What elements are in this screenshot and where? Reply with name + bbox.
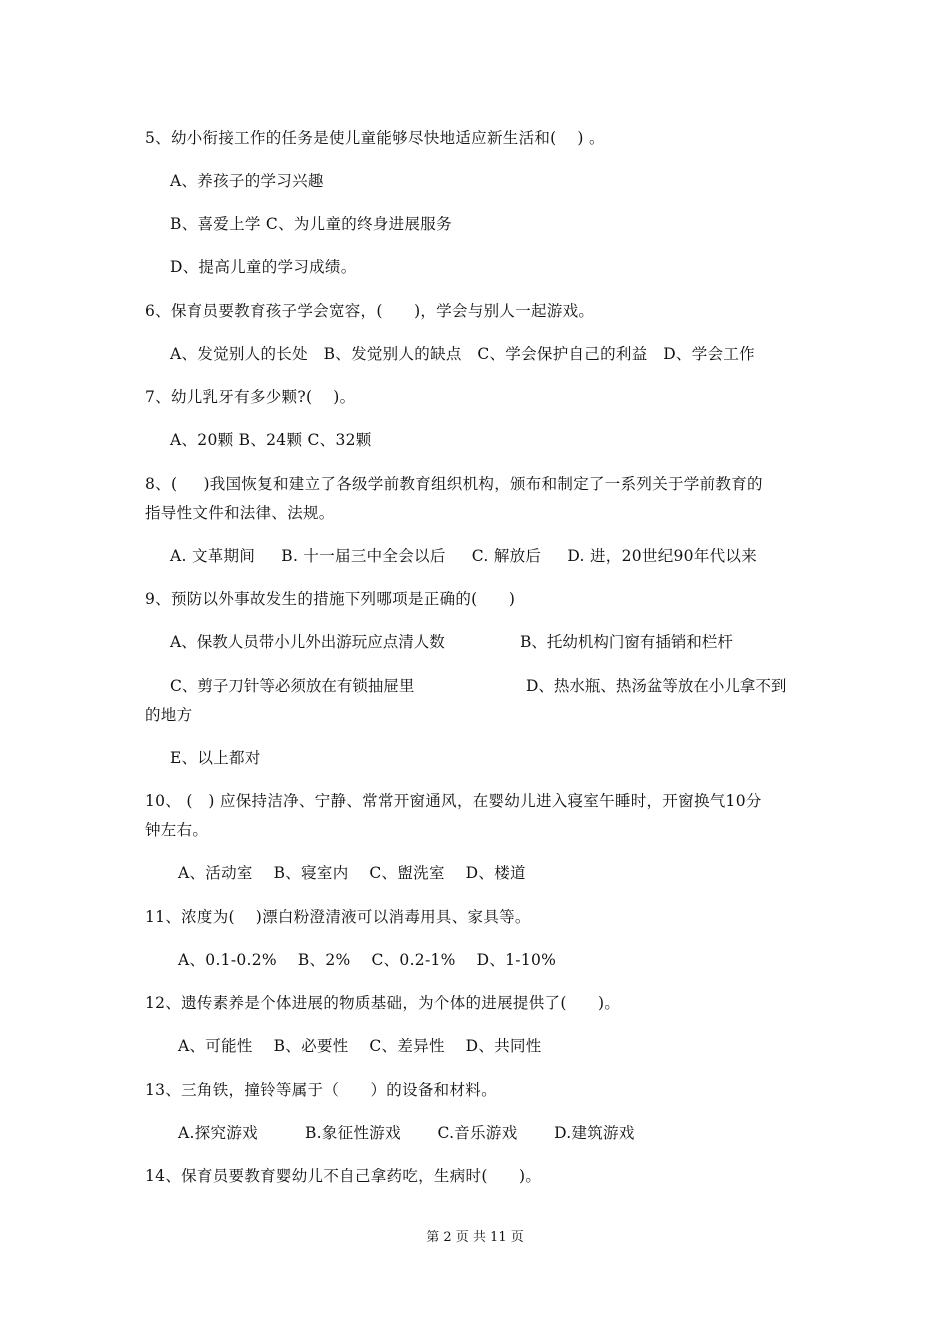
question-11-stem: 11、浓度为( )漂白粉澄清液可以消毒用具、家具等。	[145, 908, 531, 926]
question-14-stem: 14、保育员要教育婴幼儿不自己拿药吃，生病时( )。	[145, 1167, 542, 1185]
question-9-option-c: C、剪子刀针等必须放在有锁抽屉里	[170, 677, 415, 695]
page-number-footer: 第 2 页 共 11 页	[426, 1230, 524, 1245]
question-8-stem-line2: 指导性文件和法律、法规。	[145, 504, 335, 522]
question-7-stem: 7、幼儿乳牙有多少颗?( )。	[145, 388, 356, 406]
question-9-option-d-line2: 的地方	[145, 706, 193, 724]
question-6-options: A、发觉别人的长处 B、发觉别人的缺点 C、学会保护自己的利益 D、学会工作	[170, 345, 755, 363]
question-13-stem: 13、三角铁，撞铃等属于（ ）的设备和材料。	[145, 1081, 497, 1099]
question-8-stem-line1: 8、( )我国恢复和建立了各级学前教育组织机构，颁布和制定了一系列关于学前教育的	[145, 475, 763, 493]
question-5-option-a: A、养孩子的学习兴趣	[170, 172, 324, 190]
question-10-stem-line2: 钟左右。	[145, 821, 209, 839]
question-12-stem: 12、遗传素养是个体进展的物质基础，为个体的进展提供了( )。	[145, 994, 621, 1012]
question-13-options: A.探究游戏 B.象征性游戏 C.音乐游戏 D.建筑游戏	[178, 1124, 635, 1142]
question-10-options: A、活动室 B、寝室内 C、盥洗室 D、楼道	[178, 864, 526, 882]
question-9-option-e: E、以上都对	[170, 749, 261, 767]
question-11-options: A、0.1-0.2% B、2% C、0.2-1% D、1-10%	[178, 951, 557, 969]
question-12-options: A、可能性 B、必要性 C、差异性 D、共同性	[178, 1037, 542, 1055]
question-6-stem: 6、保育员要教育孩子学会宽容，( )，学会与别人一起游戏。	[145, 302, 595, 320]
question-8-options: A. 文革期间 B. 十一届三中全会以后 C. 解放后 D. 进，20世纪90年代以来	[170, 547, 758, 565]
question-10-stem-line1: 10、 ( ) 应保持洁净、宁静、常常开窗通风，在婴幼儿进入寝室午睡时，开窗换气10分	[145, 792, 762, 810]
question-7-options: A、20颗 B、24颗 C、32颗	[170, 431, 372, 449]
question-9-option-d-line1: D、热水瓶、热汤盆等放在小儿拿不到	[526, 677, 787, 695]
question-5-option-d: D、提高儿童的学习成绩。	[170, 258, 357, 276]
question-5-stem: 5、幼小衔接工作的任务是使儿童能够尽快地适应新生活和( ) 。	[145, 129, 605, 147]
question-5-option-bc: B、喜爱上学 C、为儿童的终身进展服务	[170, 215, 452, 233]
question-9-option-a: A、保教人员带小儿外出游玩应点清人数	[170, 633, 445, 651]
question-9-stem: 9、预防以外事故发生的措施下列哪项是正确的( )	[145, 590, 516, 608]
question-9-option-b: B、托幼机构门窗有插销和栏杆	[520, 633, 733, 651]
